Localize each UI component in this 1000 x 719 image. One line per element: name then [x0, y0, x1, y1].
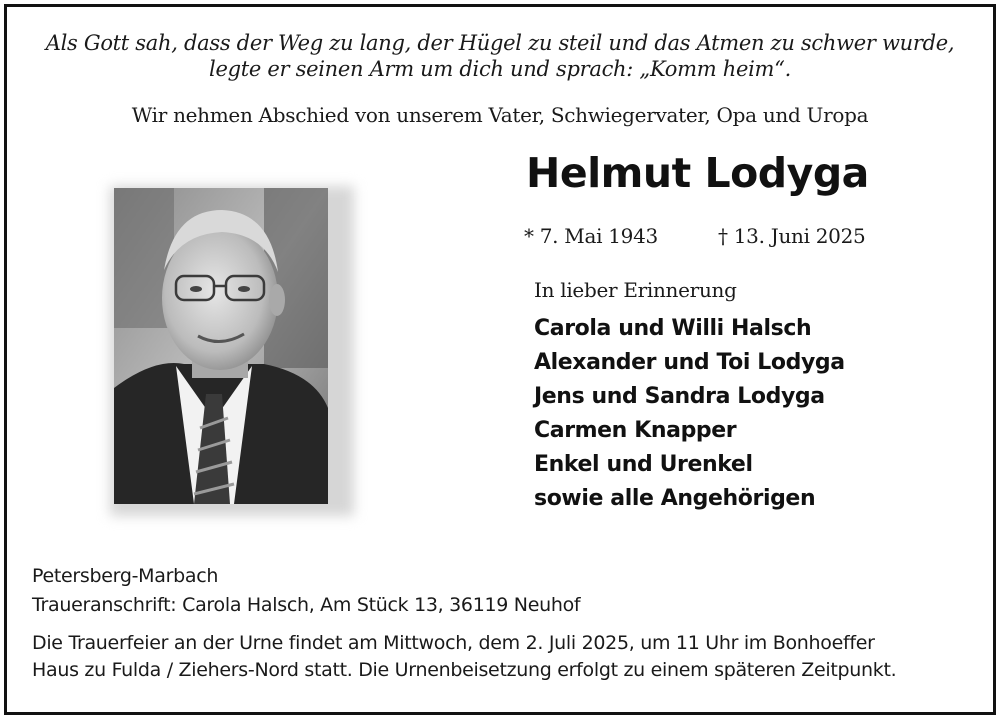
- place-name: Petersberg-Marbach: [32, 565, 219, 587]
- mourner-item: Jens und Sandra Lodyga: [534, 384, 825, 409]
- service-line-2: Haus zu Fulda / Ziehers-Nord statt. Die Urnenbeisetzung erfolgt zu einem späteren Zeitpunkt.: [32, 659, 897, 681]
- quote-line-2: legte er seinen Arm um dich und sprach: „Komm heim“.: [209, 57, 791, 81]
- mourner-item: Carola und Willi Halsch: [534, 316, 812, 341]
- birth-date: * 7. Mai 1943: [524, 224, 658, 248]
- mourner-item: Enkel und Urenkel: [534, 452, 753, 477]
- mourners-list: [534, 312, 845, 516]
- farewell-intro: Wir nehmen Abschied von unserem Vater, Schwiegervater, Opa und Uropa: [131, 103, 869, 127]
- portrait-illustration: [114, 188, 328, 504]
- mourning-address: Traueranschrift: Carola Halsch, Am Stück 13, 36119 Neuhof: [32, 594, 581, 616]
- memory-heading: In lieber Erinnerung: [534, 278, 737, 302]
- mourner-item: Alexander und Toi Lodyga: [534, 350, 845, 375]
- funeral-service-info: [32, 630, 982, 684]
- deceased-name: Helmut Lodyga: [526, 149, 869, 197]
- mourner-item: Carmen Knapper: [534, 418, 737, 443]
- death-date: † 13. Juni 2025: [718, 224, 866, 248]
- memorial-quote: [40, 30, 960, 82]
- quote-line-1: Als Gott sah, dass der Weg zu lang, der Hügel zu steil und das Atmen zu schwer wurde,: [45, 31, 955, 55]
- service-line-1: Die Trauerfeier an der Urne findet am Mittwoch, dem 2. Juli 2025, um 11 Uhr im Bonhoeffer: [32, 632, 875, 654]
- portrait-photo: [114, 188, 328, 504]
- mourner-item: sowie alle Angehörigen: [534, 486, 816, 511]
